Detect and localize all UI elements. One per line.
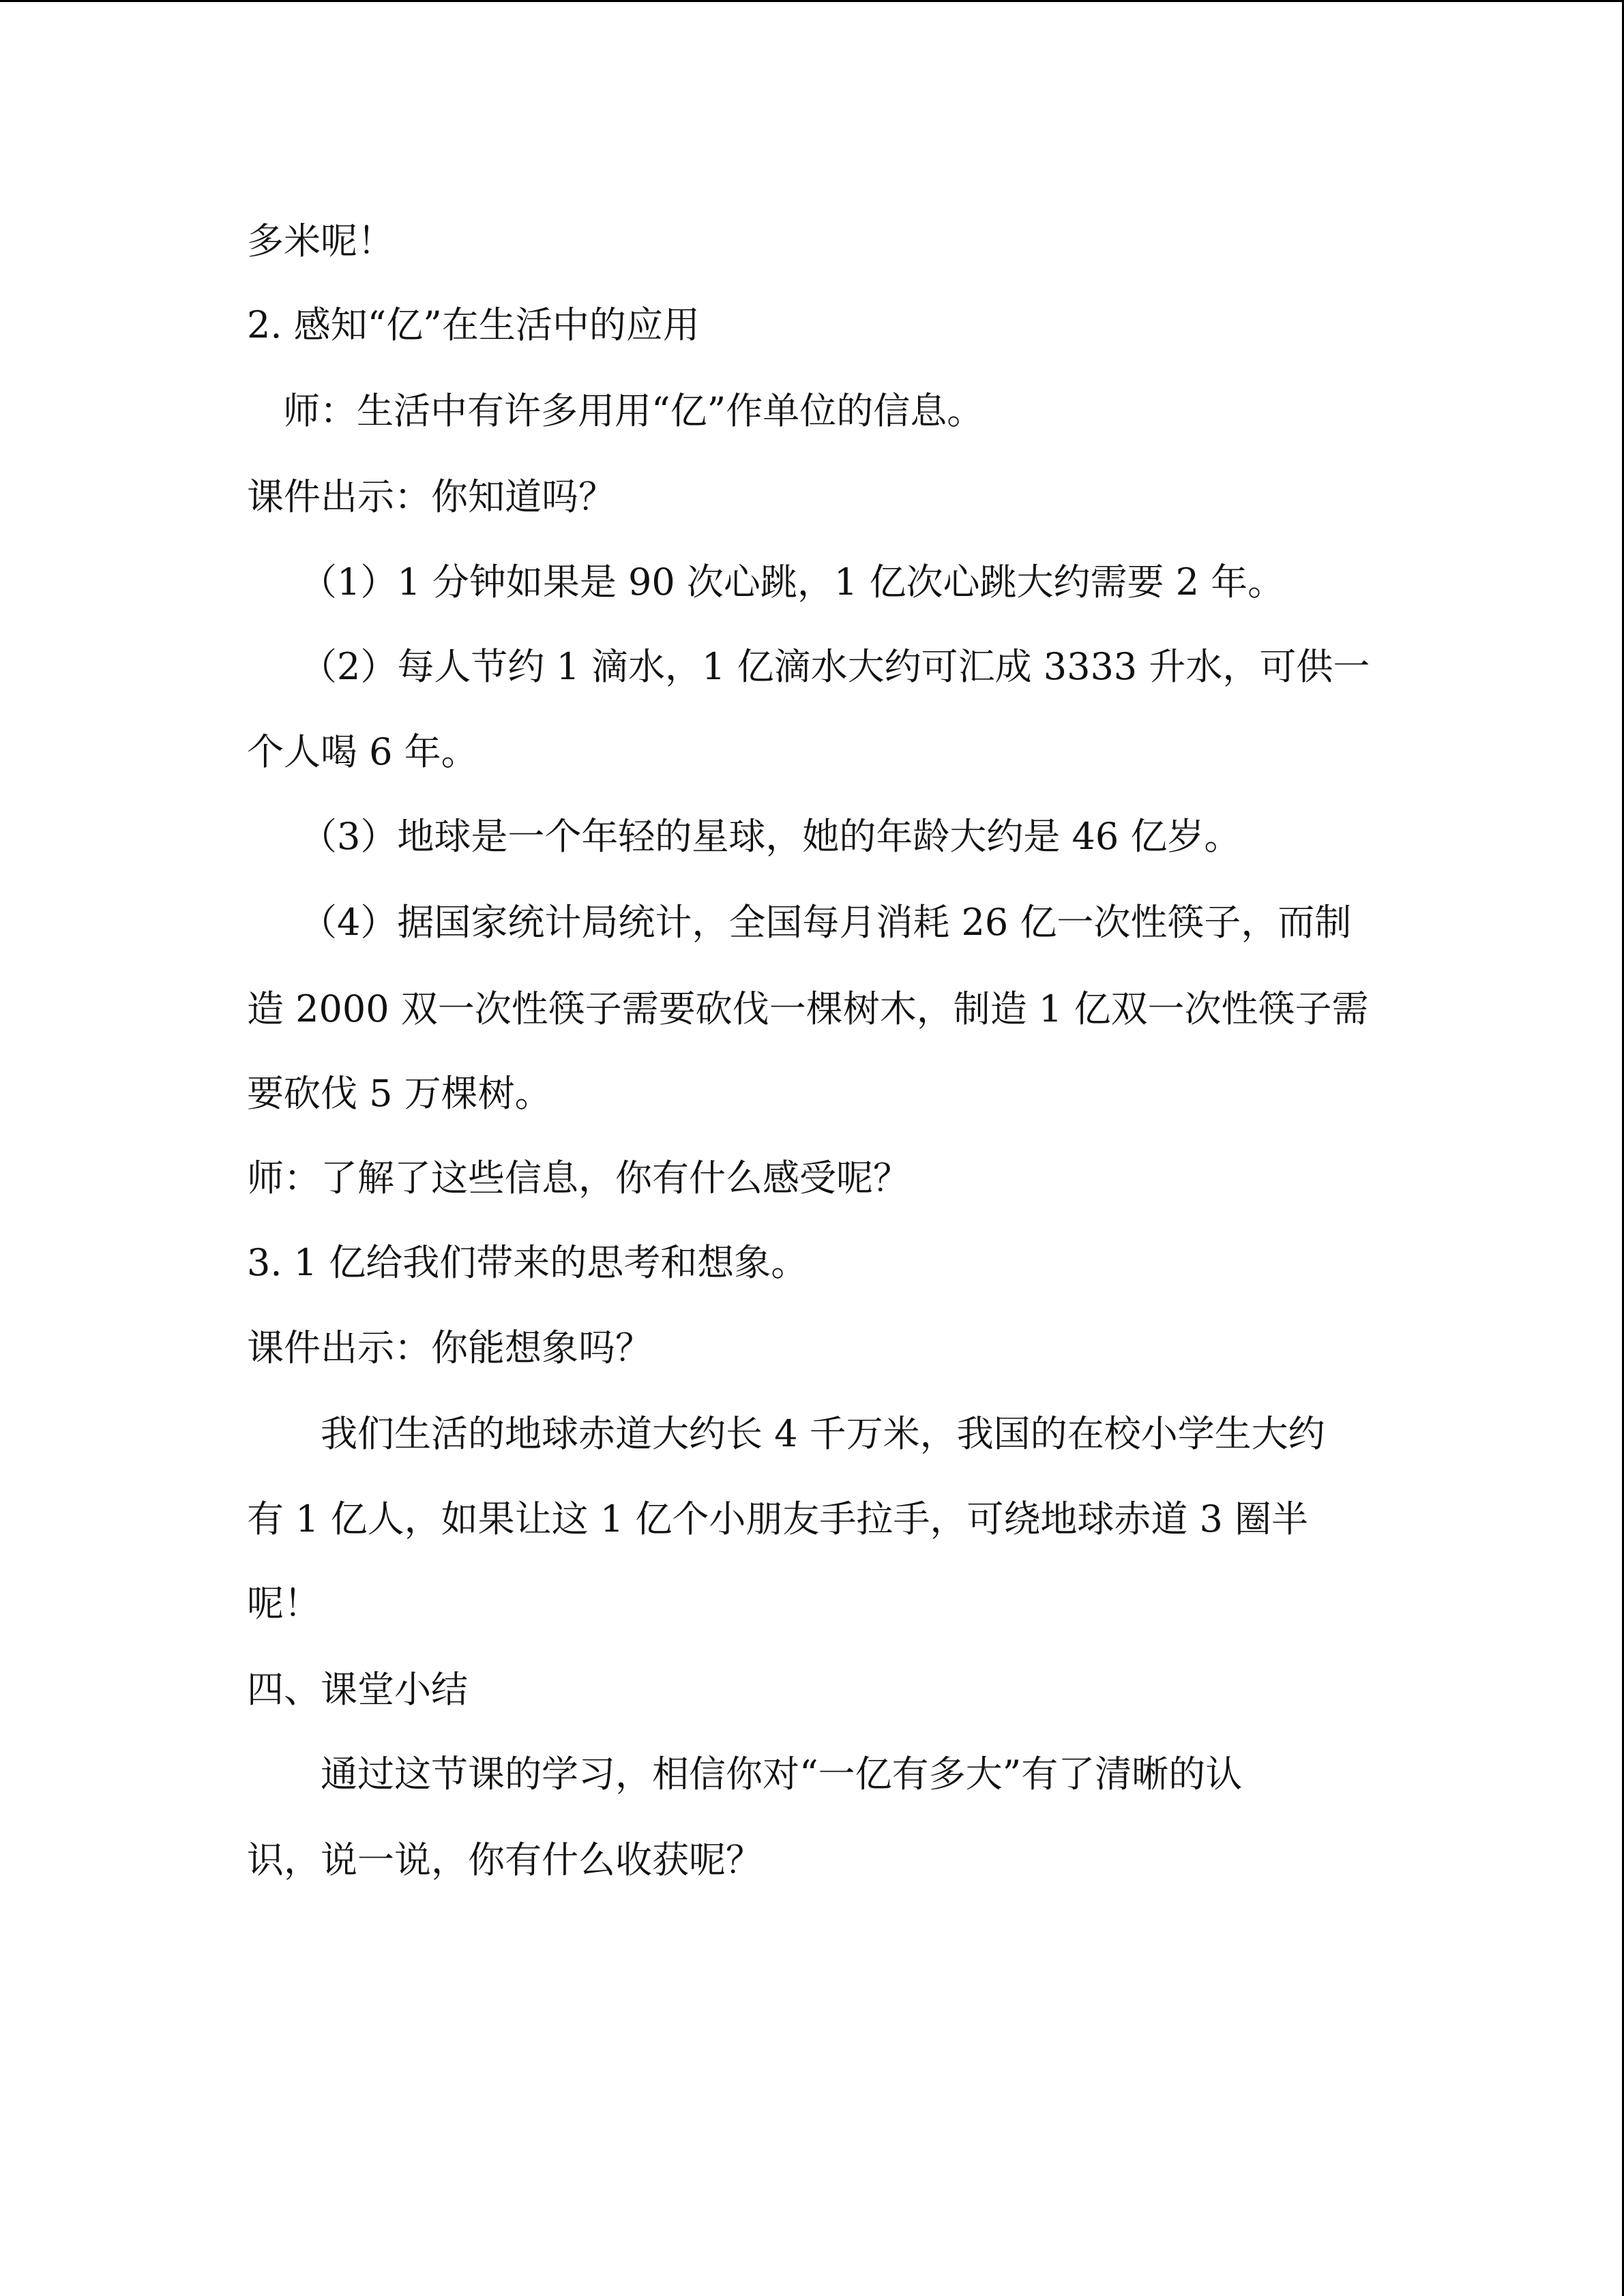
section-heading: 2. 感知“亿”在生活中的应用 (247, 303, 700, 346)
text-line: 师：生活中有许多用用“亿”作单位的信息。 (283, 389, 984, 432)
text-line: 个人喝 6 年。 (247, 730, 478, 773)
text-line: 造 2000 双一次性筷子需要砍伐一棵树木，制造 1 亿双一次性筷子需 (247, 987, 1369, 1030)
list-item: （3）地球是一个年轻的星球，她的年龄大约是 46 亿岁。 (300, 815, 1241, 858)
section-heading: 四、课堂小结 (247, 1668, 468, 1711)
list-item: （4）据国家统计局统计，全国每月消耗 26 亿一次性筷子，而制 (300, 901, 1352, 944)
text-line: 课件出示：你能想象吗？ (247, 1326, 652, 1369)
text-line: 多米呢！ (247, 220, 394, 263)
list-item: （2）每人节约 1 滴水，1 亿滴水大约可汇成 3333 升水，可供一 (300, 645, 1370, 688)
paragraph-line: 有 1 亿人，如果让这 1 亿个小朋友手拉手，可绕地球赤道 3 圈半 (247, 1497, 1309, 1540)
text-line: 课件出示：你知道吗？ (247, 475, 615, 518)
text-line: 师：了解了这些信息，你有什么感受呢？ (247, 1157, 910, 1199)
paragraph-line: 我们生活的地球赤道大约长 4 千万米，我国的在校小学生大约 (321, 1412, 1325, 1455)
paragraph-line: 呢！ (247, 1582, 321, 1625)
list-item: （1）1 分钟如果是 90 次心跳，1 亿次心跳大约需要 2 年。 (300, 561, 1285, 603)
text-line: 要砍伐 5 万棵树。 (247, 1072, 552, 1115)
section-heading: 3. 1 亿给我们带来的思考和想象。 (247, 1241, 808, 1284)
paragraph-line: 通过这节课的学习，相信你对“一亿有多大”有了清晰的认 (321, 1753, 1243, 1795)
paragraph-line: 识，说一说，你有什么收获呢？ (247, 1838, 763, 1881)
